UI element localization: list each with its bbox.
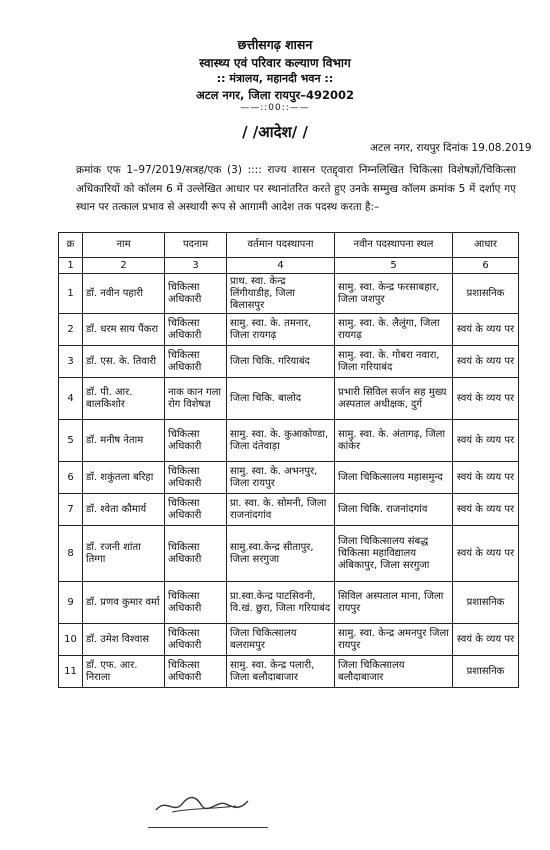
row-new-posting: सामु. स्वा. के. अंतागढ़, जिला कांकेर (335, 420, 453, 462)
department-name: स्वास्थ्य एवं परिवार कल्याण विभाग (199, 56, 351, 70)
row-number: 1 (59, 274, 83, 314)
row-basis: स्वयं के व्यय पर (453, 462, 519, 494)
table-header-row (59, 233, 519, 258)
row-current-posting: सामु.स्वा.केन्द्र सीतापुर, जिला सरगुजा (227, 526, 335, 582)
row-name: डॉ. एफ. आर. निराला (83, 656, 165, 688)
row-basis: स्वयं के व्यय पर (453, 420, 519, 462)
row-current-posting: जिला चिकित्सालय बलरामपुर (227, 624, 335, 656)
signature-line (148, 827, 268, 828)
header-separator: ——::00::—— (240, 103, 310, 113)
column-number: 5 (335, 258, 453, 274)
row-designation: चिकित्सा अधिकारी (165, 624, 227, 656)
header-name: नाम (83, 233, 165, 258)
column-number: 1 (59, 258, 83, 274)
row-name: डॉ. धरम साय पैंकरा (83, 314, 165, 346)
row-basis: स्वयं के व्यय पर (453, 526, 519, 582)
table-row (59, 420, 519, 462)
row-current-posting: प्रा.स्वा.केन्द्र पाटसिवनी, वि.खं. छुरा, जिला गरियाबंद (227, 582, 335, 624)
row-new-posting: जिला चिकि. राजनांदगांव (335, 494, 453, 526)
row-number: 2 (59, 314, 83, 346)
header-designation: पदनाम (165, 233, 227, 258)
row-basis: प्रशासनिक (453, 656, 519, 688)
column-number: 3 (165, 258, 227, 274)
row-new-posting: सामु. स्वा. केन्द्र अमनपुर जिला रायपुर (335, 624, 453, 656)
row-current-posting: प्रा. स्वा. के. सोमनी, जिला राजनांदगांव (227, 494, 335, 526)
table-row (59, 274, 519, 314)
row-basis: स्वयं के व्यय पर (453, 378, 519, 420)
row-designation: चिकित्सा अधिकारी (165, 314, 227, 346)
row-current-posting: प्राथ. स्वा. केन्द्र लिंगीयाडीह, जिला बिलासपुर (227, 274, 335, 314)
row-name: डॉ. रजनी शांता तिग्गा (83, 526, 165, 582)
signature (152, 792, 252, 818)
row-number: 8 (59, 526, 83, 582)
header-sn: क्र (59, 233, 83, 258)
table-row (59, 624, 519, 656)
row-new-posting: जिला चिकित्सालय बलौदाबाजार (335, 656, 453, 688)
row-number: 11 (59, 656, 83, 688)
row-designation: चिकित्सा अधिकारी (165, 526, 227, 582)
table-row (59, 526, 519, 582)
row-basis: स्वयं के व्यय पर (453, 314, 519, 346)
row-name: डॉ. मनीष नेताम (83, 420, 165, 462)
row-name: डॉ. प्रणव कुमार वर्मा (83, 582, 165, 624)
row-designation: चिकित्सा अधिकारी (165, 582, 227, 624)
header-current-posting: वर्तमान पदस्थापना (227, 233, 335, 258)
row-current-posting: सामु. स्वा. के. कुआकोण्डा, जिला दंतेवाड़ा (227, 420, 335, 462)
row-name: डॉ. शकुंतला बरिहा (83, 462, 165, 494)
row-new-posting: प्रभारी सिविल सर्जन सह मुख्य अस्पताल अधीक्षक, दुर्ग (335, 378, 453, 420)
row-number: 9 (59, 582, 83, 624)
table-row (59, 462, 519, 494)
header-new-posting: नवीन पदस्थापना स्थल (335, 233, 453, 258)
row-basis: स्वयं के व्यय पर (453, 346, 519, 378)
table-body (59, 274, 519, 688)
row-designation: चिकित्सा अधिकारी (165, 274, 227, 314)
row-designation: चिकित्सा अधिकारी (165, 494, 227, 526)
row-number: 6 (59, 462, 83, 494)
transfer-table (58, 232, 519, 688)
row-designation: चिकित्सा अधिकारी (165, 656, 227, 688)
row-current-posting: जिला चिकि. बालोद (227, 378, 335, 420)
table-row (59, 494, 519, 526)
row-current-posting: जिला चिकि. गरियाबंद (227, 346, 335, 378)
table-row (59, 582, 519, 624)
row-designation: चिकित्सा अधिकारी (165, 420, 227, 462)
row-number: 10 (59, 624, 83, 656)
row-current-posting: सामु. स्वा. केन्द्र पलारी, जिला बलौदाबाजार (227, 656, 335, 688)
order-paragraph: क्रमांक एफ 1–97/2019/सत्रह/एक (3) :::: राज्य शासन एतद्द्वारा निम्नलिखित चिकित्सा विशेषज्ञों/चिकित्सा अधिकारियों को कॉलम 6 में उल्लेखित आधार पर स्थानांतरित करते हुए उनके सम्मुख कॉलम क्रमांक 5 में दर्शाए गए स्थान पर तत्काल प्रभाव से अस्थायी रूप से आगामी आदेश तक पदस्थ करता है:– (76, 164, 516, 213)
table-row (59, 656, 519, 688)
column-number: 2 (83, 258, 165, 274)
row-new-posting: सिविल अस्पताल माना, जिला रायपुर (335, 582, 453, 624)
row-new-posting: सामु. स्वा. केन्द्र फरसाबहार, जिला जशपुर (335, 274, 453, 314)
row-number: 5 (59, 420, 83, 462)
row-basis: प्रशासनिक (453, 582, 519, 624)
row-number: 4 (59, 378, 83, 420)
row-current-posting: सामु. स्वा. के. तमनार, जिला रायगढ़ (227, 314, 335, 346)
row-new-posting: सामु. स्वा. के. लैलूंगा, जिला रायगढ़ (335, 314, 453, 346)
row-number: 3 (59, 346, 83, 378)
table-row (59, 378, 519, 420)
row-new-posting: सामु. स्वा. के. गोबरा नवारा, जिला गरियाबंद (335, 346, 453, 378)
row-new-posting: जिला चिकित्सालय महासमुन्द (335, 462, 453, 494)
place-date: अटल नगर, रायपुर दिनांक 19.08.2019 (370, 142, 532, 154)
table-row (59, 346, 519, 378)
government-name: छत्तीसगढ़ शासन (237, 37, 313, 52)
column-number-row (59, 258, 519, 274)
row-basis: प्रशासनिक (453, 274, 519, 314)
header-basis: आधार (453, 233, 519, 258)
row-name: डॉ. पी. आर. बालकिशोर (83, 378, 165, 420)
row-name: डॉ. श्वेता कौमार्य (83, 494, 165, 526)
row-designation: नाक कान गला रोग विशेषज्ञ (165, 378, 227, 420)
office-address: अटल नगर, जिला रायपुर–492002 (196, 88, 354, 102)
order-title: / /आदेश/ / (242, 123, 308, 141)
row-basis: स्वयं के व्यय पर (453, 624, 519, 656)
row-basis: स्वयं के व्यय पर (453, 494, 519, 526)
row-current-posting: सामु. स्वा. के. अभनपुर, जिला रायपुर (227, 462, 335, 494)
table-row (59, 314, 519, 346)
row-new-posting: जिला चिकित्सालय संबद्ध चिकित्सा महाविद्यालय अंबिकापुर, जिला सरगुजा (335, 526, 453, 582)
ministry-name: :: मंत्रालय, महानदी भवन :: (216, 72, 334, 85)
row-number: 7 (59, 494, 83, 526)
row-name: डॉ. नवीन पहारी (83, 274, 165, 314)
column-number: 6 (453, 258, 519, 274)
row-name: डॉ. उमेश विश्वास (83, 624, 165, 656)
column-number: 4 (227, 258, 335, 274)
row-designation: चिकित्सा अधिकारी (165, 462, 227, 494)
row-name: डॉ. एस. के. तिवारी (83, 346, 165, 378)
row-designation: चिकित्सा अधिकारी (165, 346, 227, 378)
